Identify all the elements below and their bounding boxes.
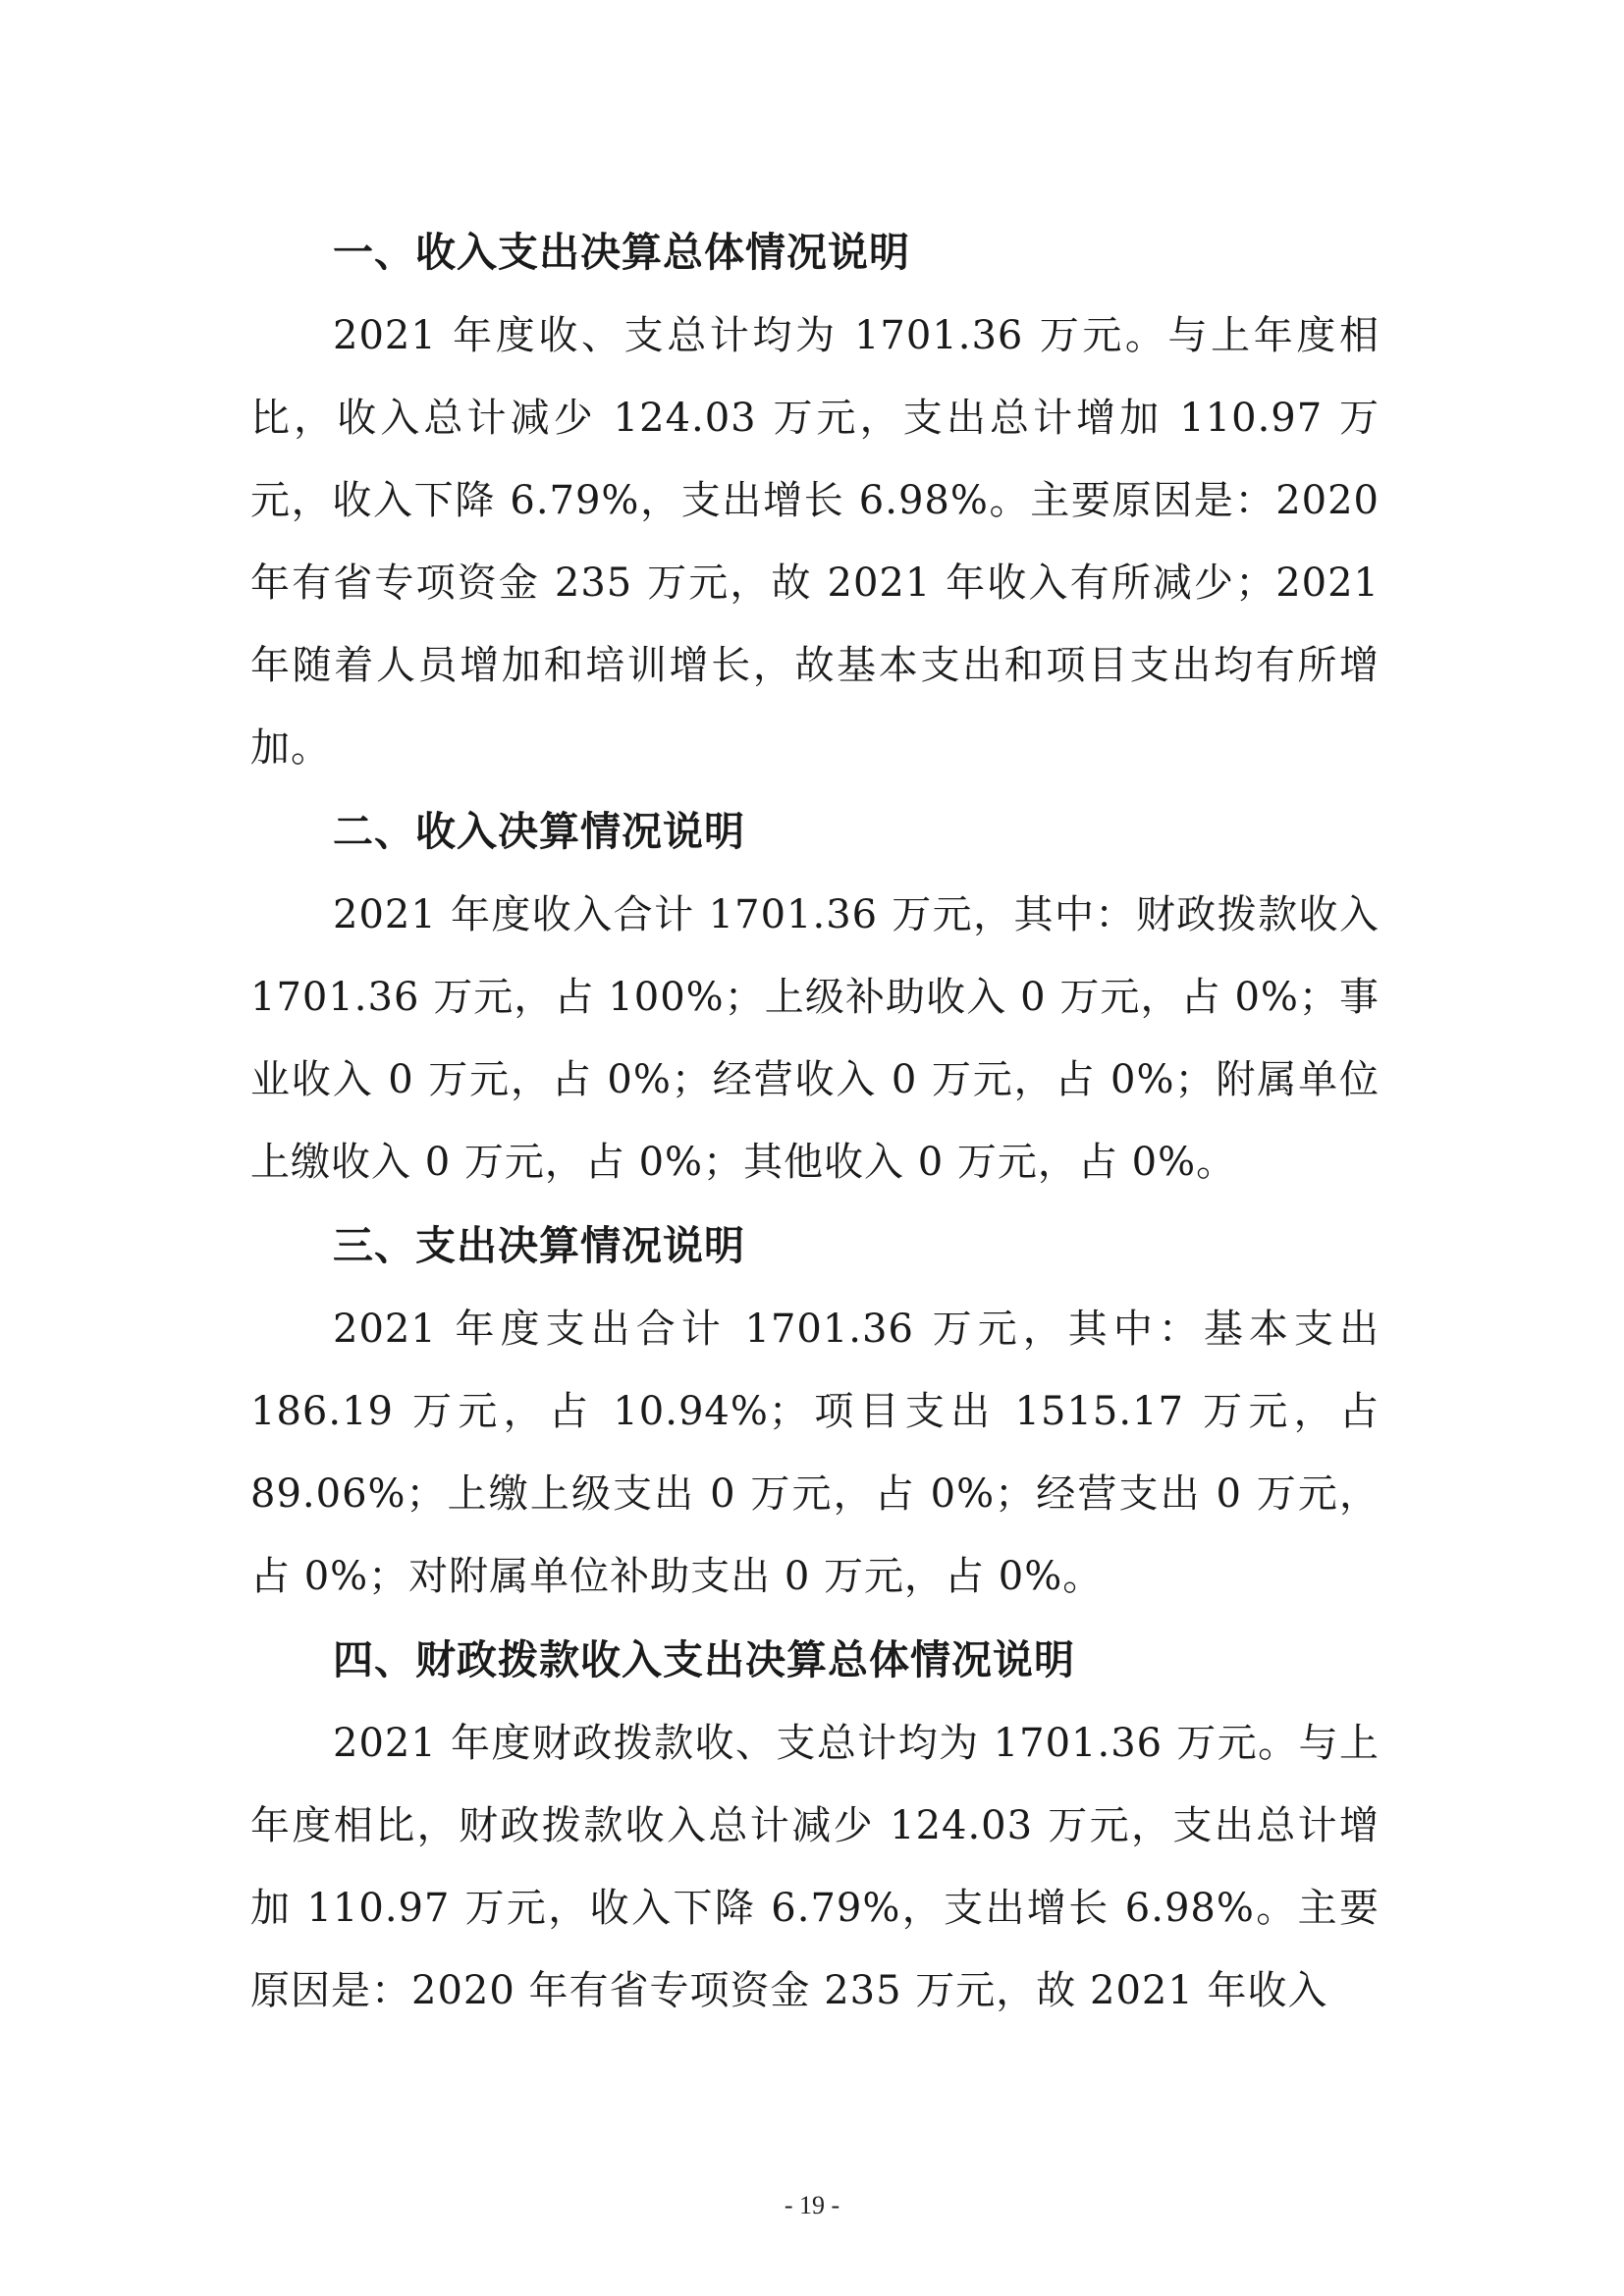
section-fiscal-appropriation-overview [250,1619,1380,2032]
section-heading: 四、财政拨款收入支出决算总体情况说明 [333,1636,1075,1683]
section-expense-final-accounts [250,1204,1380,1618]
section-heading: 一、收入支出决算总体情况说明 [333,229,910,276]
section-income-final-accounts [250,790,1380,1203]
section-paragraph: 2021 年度收入合计 1701.36 万元，其中：财政拨款收入 1701.36 万元，占 100%；上级补助收入 0 万元，占 0%；事业收入 0 万元，占 0%；经营收入 0 万元，占 0%；附属单位上缴收入 0 万元，占 0%；其他收入 0 万元，占 0%。 [250,892,1380,1185]
section-paragraph: 2021 年度支出合计 1701.36 万元，其中：基本支出 186.19 万元，占 10.94%；项目支出 1515.17 万元，占 89.06%；上缴上级支出 0 万元，占 0%；经营支出 0 万元，占 0%；对附属单位补助支出 0 万元，占 0%。 [250,1307,1380,1599]
section-paragraph: 2021 年度财政拨款收、支总计均为 1701.36 万元。与上年度相比，财政拨款收入总计减少 124.03 万元，支出总计增加 110.97 万元，收入下降 6.79%，支出增长 6.98%。主要原因是：2020 年有省专项资金 235 万元，故 2021 年收入 [250,1721,1380,2013]
page-number: - 19 - [784,2191,840,2219]
document-page [250,211,1380,2033]
section-heading: 二、收入决算情况说明 [333,808,745,855]
section-income-expense-overview [250,211,1380,789]
section-paragraph: 2021 年度收、支总计均为 1701.36 万元。与上年度相比，收入总计减少 124.03 万元，支出总计增加 110.97 万元，收入下降 6.79%，支出增长 6.98%。主要原因是：2020 年有省专项资金 235 万元，故 2021 年收入有所减少；2021 年随着人员增加和培训增长，故基本支出和项目支出均有所增加。 [250,313,1380,771]
section-heading: 三、支出决算情况说明 [333,1222,745,1269]
